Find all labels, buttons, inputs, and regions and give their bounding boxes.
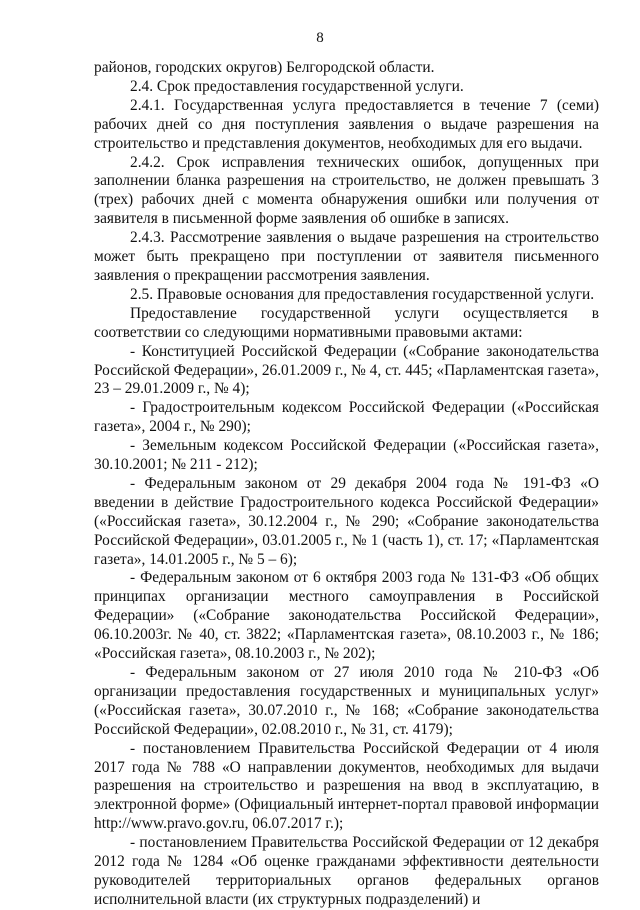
paragraph: 2.4.3. Рассмотрение заявления о выдаче разрешения на строительство может быть прекращено при поступлении от заявителя письменного заявления о прекращении рассмотрения заявления. xyxy=(94,229,599,284)
section-heading: 2.4. Срок предоставления государственной услуги. xyxy=(130,77,464,95)
section-heading: 2.5. Правовые основания для предоставления государственной услуги. xyxy=(130,285,595,303)
list-item: - Федеральным законом от 6 октября 2003 года № 131-ФЗ «Об общих принципах организации местного самоуправления в Российской Федерации» («Собрание законодательства Российской Федерации», 06.10.2003г. № 40, ст. 3822; «Парламентская газета», 08.10.2003 г., № 186; «Российская газета», 08.10.2003 г., № 202); xyxy=(94,569,599,663)
paragraph: 2.4.1. Государственная услуга предоставляется в течение 7 (семи) рабочих дней со дня поступления заявления о выдаче разрешения на строительство и представления документов, необходимых для его выдачи. xyxy=(94,96,599,152)
list-item: - Федеральным законом от 27 июля 2010 года № 210-ФЗ «Об организации предоставления государственных и муниципальных услуг» («Российская газета», 30.07.2010 г., № 168; «Собрание законодательства Российской Федерации», 02.08.2010 г., № 31, ст. 4179); xyxy=(94,664,599,738)
paragraph: Предоставление государственной услуги осуществляется в соответствии со следующими нормативными правовыми актами: xyxy=(94,304,599,341)
list-item: - Градостроительным кодексом Российской Федерации («Российская газета», 2004 г., № 290); xyxy=(94,399,599,436)
list-item: - Федеральным законом от 29 декабря 2004 года № 191-ФЗ «О введении в действие Градостроительного кодекса Российской Федерации» («Российская газета», 30.12.2004 г., № 290; «Собрание законодательства Российской Федерации», 03.01.2005 г., № 1 (часть 1), ст. 17; «Парламентская газета», 14.01.2005 г., № 5 – 6); xyxy=(94,474,599,568)
list-item: - Земельным кодексом Российской Федерации («Российская газета», 30.10.2001; № 211 - 212); xyxy=(94,437,599,474)
list-item: - постановлением Правительства Российской Федерации от 12 декабря 2012 года № 1284 «Об оценке гражданами эффективности деятельности руководителей территориальных органов федеральных органов исполнительной власти (их структурных подразделений) и xyxy=(94,834,599,908)
list-item: - постановлением Правительства Российской Федерации от 4 июля 2017 года № 788 «О направлении документов, необходимых для выдачи разрешения на строительство и разрешения на ввод в эксплуатацию, в электронной форме» (Официальный интернет-портал правовой информации http://www.pravo.gov.ru, 06.07.2017 г.); xyxy=(94,739,599,833)
paragraph: районов, городских округов) Белгородской области. xyxy=(94,59,435,76)
list-item: - Конституцией Российской Федерации («Собрание законодательства Российской Федерации», 26.01.2009 г., № 4, ст. 445; «Парламентская газета», 23 – 29.01.2009 г., № 4); xyxy=(94,342,599,398)
paragraph: 2.4.2. Срок исправления технических ошибок, допущенных при заполнении бланка разрешения на строительство, не должен превышать 3 (трех) рабочих дней с момента обнаружения ошибки или получения от заявителя в письменной форме заявления об ошибке в записях. xyxy=(94,153,599,228)
page-number: 8 xyxy=(316,30,324,46)
document-body xyxy=(94,59,599,910)
